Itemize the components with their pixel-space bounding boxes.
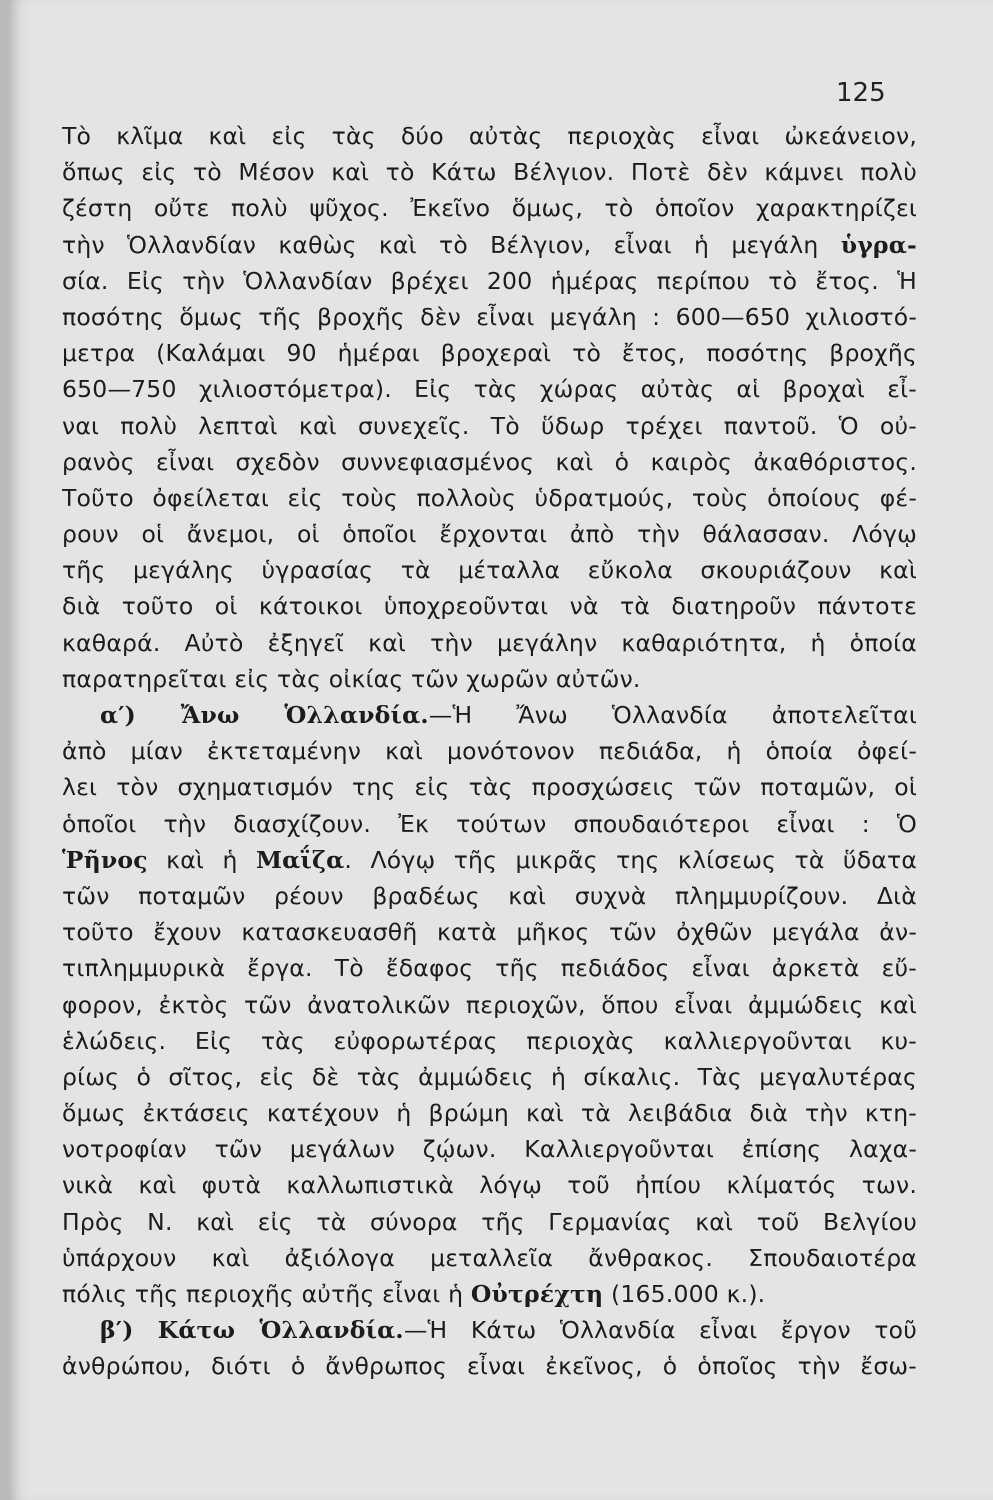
text-line: ἀπὸ μίαν ἐκτεταμένην καὶ μονότονον πεδιάδα, ἡ ὁποία ὀφεί- [62, 737, 917, 766]
page-left-edge [0, 0, 8, 1500]
section-a-text: —Ἡ Ἄνω Ὁλλανδία ἀποτελεῖται [428, 701, 917, 729]
text-line: διὰ τοῦτο οἱ κάτοικοι ὑποχρεοῦνται νὰ τὰ διατηροῦν πάντοτε [62, 592, 917, 621]
text-line: τιπλημμυρικὰ ἔργα. Τὸ ἔδαφος τῆς πεδιάδος εἶναι ἀρκετὰ εὔ- [62, 954, 917, 983]
book-page [8, 0, 993, 1500]
text-line: ὅμως ἐκτάσεις κατέχουν ἡ βρώμη καὶ τὰ λειβάδια διὰ τὴν κτη- [62, 1099, 917, 1128]
text-line: τοῦτο ἔχουν κατασκευασθῆ κατὰ μῆκος τῶν ὀχθῶν μεγάλα ἀν- [62, 918, 917, 947]
text-line [62, 1276, 917, 1312]
bold-term: Μαΐζα [255, 845, 345, 874]
text-line: ποσότης ὅμως τῆς βροχῆς δὲν εἶναι μεγάλη : 600—650 χιλιοστό- [62, 302, 917, 331]
text-line: παρατηρεῖται εἰς τὰς οἰκίας τῶν χωρῶν αὐτῶν. [62, 664, 641, 693]
text-segment: (165.000 κ.). [603, 1280, 766, 1308]
text-line: φορον, ἐκτὸς τῶν ἀνατολικῶν περιοχῶν, ὅπου εἶναι ἀμμώδεις καὶ [62, 990, 917, 1019]
text-line: τῶν ποταμῶν ρέουν βραδέως καὶ συχνὰ πλημμυρίζουν. Διὰ [62, 881, 917, 910]
text-line: ζέστη οὔτε πολὺ ψῦχος. Ἐκεῖνο ὅμως, τὸ ὁποῖον χαρακτηρίζει [62, 194, 917, 223]
text-segment: πόλις τῆς περιοχῆς αὐτῆς εἶναι ἡ [62, 1280, 471, 1308]
text-line: καθαρά. Αὐτὸ ἐξηγεῖ καὶ τὴν μεγάλην καθαριότητα, ἡ ὁποία [62, 628, 917, 657]
text-line: ρουν οἱ ἄνεμοι, οἱ ὁποῖοι ἔρχονται ἀπὸ τὴν θάλασσαν. Λόγῳ [62, 520, 917, 549]
section-b-text: —Ἡ Κάτω Ὁλλανδία εἶναι ἔργον τοῦ [403, 1316, 917, 1345]
text-segment: καὶ ἡ [147, 845, 256, 874]
section-b-heading: β′) Κάτω Ὁλλανδία. [100, 1316, 404, 1345]
text-segment: τὴν Ὁλλανδίαν καθὼς καὶ τὸ Βέλγιον, εἶναι ἡ μεγάλη [62, 230, 841, 259]
bold-term: ὑγρα- [840, 230, 917, 259]
section-a-line [62, 697, 917, 733]
text-line: ὁποῖοι τὴν διασχίζουν. Ἐκ τούτων σπουδαιότεροι εἶναι : Ὁ [62, 809, 917, 838]
text-line: τῆς μεγάλης ὑγρασίας τὰ μέταλλα εὔκολα σκουριάζουν καὶ [62, 556, 917, 585]
page-number: 125 [836, 78, 886, 108]
text-line: ὑπάρχουν καὶ ἀξιόλογα μεταλλεῖα ἄνθρακος. Σπουδαιοτέρα [62, 1243, 917, 1272]
text-line: Τοῦτο ὀφείλεται εἰς τοὺς πολλοὺς ὑδρατμούς, τοὺς ὁποίους φέ- [62, 483, 917, 512]
text-line: 650—750 χιλιοστόμετρα). Εἰς τὰς χώρας αὐτὰς αἱ βροχαὶ εἶ- [62, 375, 917, 404]
section-a-heading: α′) Ἄνω Ὁλλανδία. [100, 701, 429, 729]
text-line: νοτροφίαν τῶν μεγάλων ζῴων. Καλλιεργοῦνται ἐπίσης λαχα- [62, 1135, 917, 1164]
text-line: Πρὸς Ν. καὶ εἰς τὰ σύνορα τῆς Γερμανίας καὶ τοῦ Βελγίου [62, 1207, 917, 1236]
text-line: ναι πολὺ λεπταὶ καὶ συνεχεῖς. Τὸ ὕδωρ τρέχει παντοῦ. Ὁ οὐ- [62, 411, 917, 440]
text-line: ρανὸς εἶναι σχεδὸν συννεφιασμένος καὶ ὁ καιρὸς ἀκαθόριστος. [62, 447, 917, 476]
text-line: μετρα (Καλάμαι 90 ἡμέραι βροχεραὶ τὸ ἔτος, ποσότης βροχῆς [62, 339, 917, 368]
text-segment: . Λόγῳ τῆς μικρᾶς της κλίσεως τὰ ὕδατα [344, 845, 917, 874]
text-line [62, 227, 917, 263]
text-line: ἑλώδεις. Εἰς τὰς εὐφορωτέρας περιοχὰς καλλιεργοῦνται κυ- [62, 1026, 917, 1055]
text-line: λει τὸν σχηματισμόν της εἰς τὰς προσχώσεις τῶν ποταμῶν, οἱ [62, 773, 917, 802]
section-b-line [62, 1312, 917, 1348]
bold-term: Οὐτρέχτη [470, 1280, 604, 1308]
text-line: σία. Εἰς τὴν Ὁλλανδίαν βρέχει 200 ἡμέρας περίπου τὸ ἔτος. Ἡ [62, 266, 917, 295]
text-line: νικὰ καὶ φυτὰ καλλωπιστικὰ λόγῳ τοῦ ἠπίου κλίματός των. [62, 1171, 917, 1200]
text-line [62, 842, 917, 878]
text-line: ἀνθρώπου, διότι ὁ ἄνθρωπος εἶναι ἐκεῖνος, ὁ ὁποῖος τὴν ἔσω- [62, 1352, 917, 1381]
text-line: Τὸ κλῖμα καὶ εἰς τὰς δύο αὐτὰς περιοχὰς εἶναι ὠκεάνειον, [62, 122, 917, 150]
text-line: ρίως ὁ σῖτος, εἰς δὲ τὰς ἀμμώδεις ἡ σίκαλις. Τὰς μεγαλυτέρας [62, 1062, 917, 1091]
bold-term: Ῥῆνος [62, 845, 148, 874]
text-line: ὅπως εἰς τὸ Μέσον καὶ τὸ Κάτω Βέλγιον. Ποτὲ δὲν κάμνει πολὺ [62, 158, 917, 187]
body-text [62, 118, 917, 1385]
